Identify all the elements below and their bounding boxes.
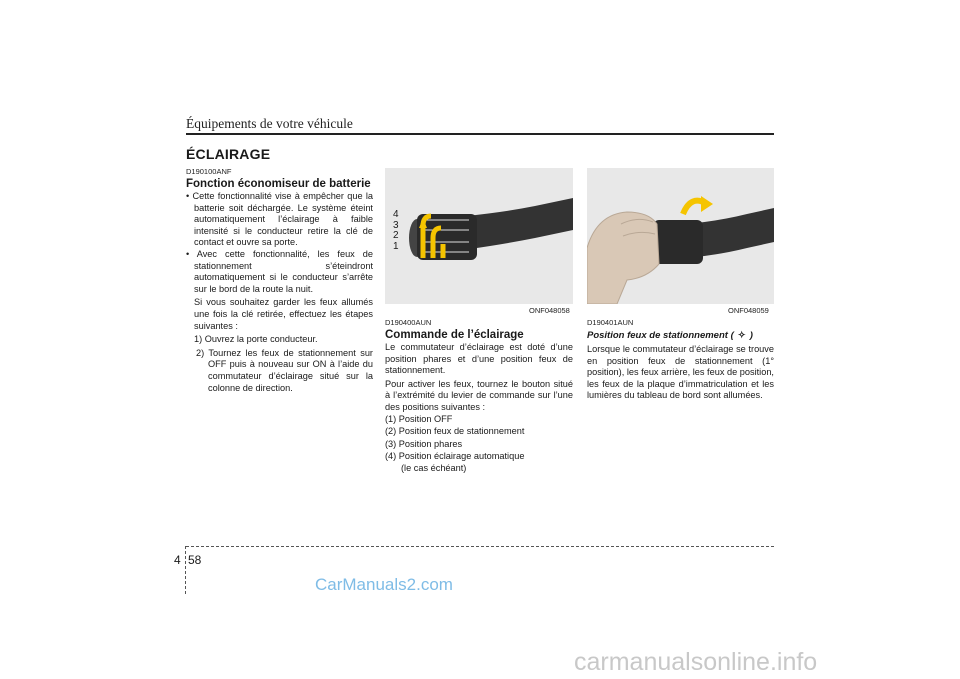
light-switch-illustration: [385, 168, 573, 304]
heading-battery-saver: Fonction économiseur de batterie: [186, 178, 371, 190]
watermark-logo: CarManuals2.com: [315, 575, 453, 594]
section-code: D190401AUN: [587, 318, 634, 327]
list-item-continuation: (le cas échéant): [401, 462, 467, 473]
position-list: [385, 414, 573, 475]
bullet-item: • Cette fonctionnalité vise à empêcher que la batterie soit déchargée. Le système éteint automatiquement l’éclairage à faible intensité si le conducteur retire la clé de contact et ouvre sa porte.: [186, 191, 373, 248]
paragraph: Le commutateur d’éclairage est doté d’une position phares et d’une position feux de stationnement.: [385, 342, 573, 376]
hand-switch-photo: [587, 168, 774, 304]
paragraph: Lorsque le commutateur d’éclairage se trouve en position feux de stationnement (1° position), les feux arrière, les feux de position, les feux de la plaque d’immatriculation et les lumières du tableau de bord sont allumées.: [587, 344, 774, 401]
page-number: 58: [188, 553, 202, 567]
column-1: [186, 167, 373, 394]
list-item: (3) Position phares: [385, 438, 463, 449]
bullet-item: • Avec cette fonctionnalité, les feux de stationnement s’éteindront automatiquement si le conducteur s’arrête sur le bord de la route la nuit.: [186, 248, 374, 294]
footer-vertical-rule: [185, 546, 186, 594]
paragraph: Pour activer les feux, tournez le bouton situé à l’extrémité du levier de commande sur l’une des positions suivantes :: [385, 378, 573, 412]
list-item: (4) Position éclairage automatique: [385, 451, 525, 462]
column-3: [587, 318, 774, 402]
header-title: Équipements de votre véhicule: [186, 116, 353, 131]
paragraph: Si vous souhaitez garder les feux allumés une fois la clé retirée, effectuez les étapes suivantes :: [194, 297, 373, 331]
chapter-number: 4: [174, 553, 181, 567]
position-labels: [393, 210, 399, 252]
light-switch-photo: [385, 168, 573, 304]
position-label-4: 4: [393, 209, 399, 220]
heading-light-control: Commande de l’éclairage: [385, 329, 524, 341]
section-code: D190100ANF: [186, 167, 232, 176]
parking-light-icon: ✧: [737, 330, 746, 341]
hand-switch-illustration: [587, 168, 774, 304]
section-code: D190400AUN: [385, 318, 432, 327]
header-rule: [186, 133, 774, 135]
image-caption: ONF048058: [529, 306, 570, 315]
position-label-1: 1: [393, 240, 399, 252]
section-title: ÉCLAIRAGE: [186, 146, 271, 162]
footer-rule: [186, 546, 774, 547]
image-caption: ONF048059: [728, 306, 769, 315]
position-label-3: 3: [393, 219, 399, 231]
list-item: (1) Position OFF: [385, 413, 453, 424]
bottom-watermark: carmanualsonline.info: [574, 648, 818, 676]
position-label-2: 2: [393, 230, 399, 241]
step-1: 1) Ouvrez la porte conducteur.: [194, 334, 318, 345]
step-2: 2) Tournez les feux de stationnement sur OFF puis à nouveau sur ON à l’aide du commutateur d’éclairage situé sur la colonne de direction.: [196, 347, 373, 393]
list-item: (2) Position feux de stationnement: [385, 426, 525, 437]
heading-parking-lights: Position feux de stationnement ( ✧ ): [587, 330, 753, 341]
column-2: [385, 318, 573, 475]
